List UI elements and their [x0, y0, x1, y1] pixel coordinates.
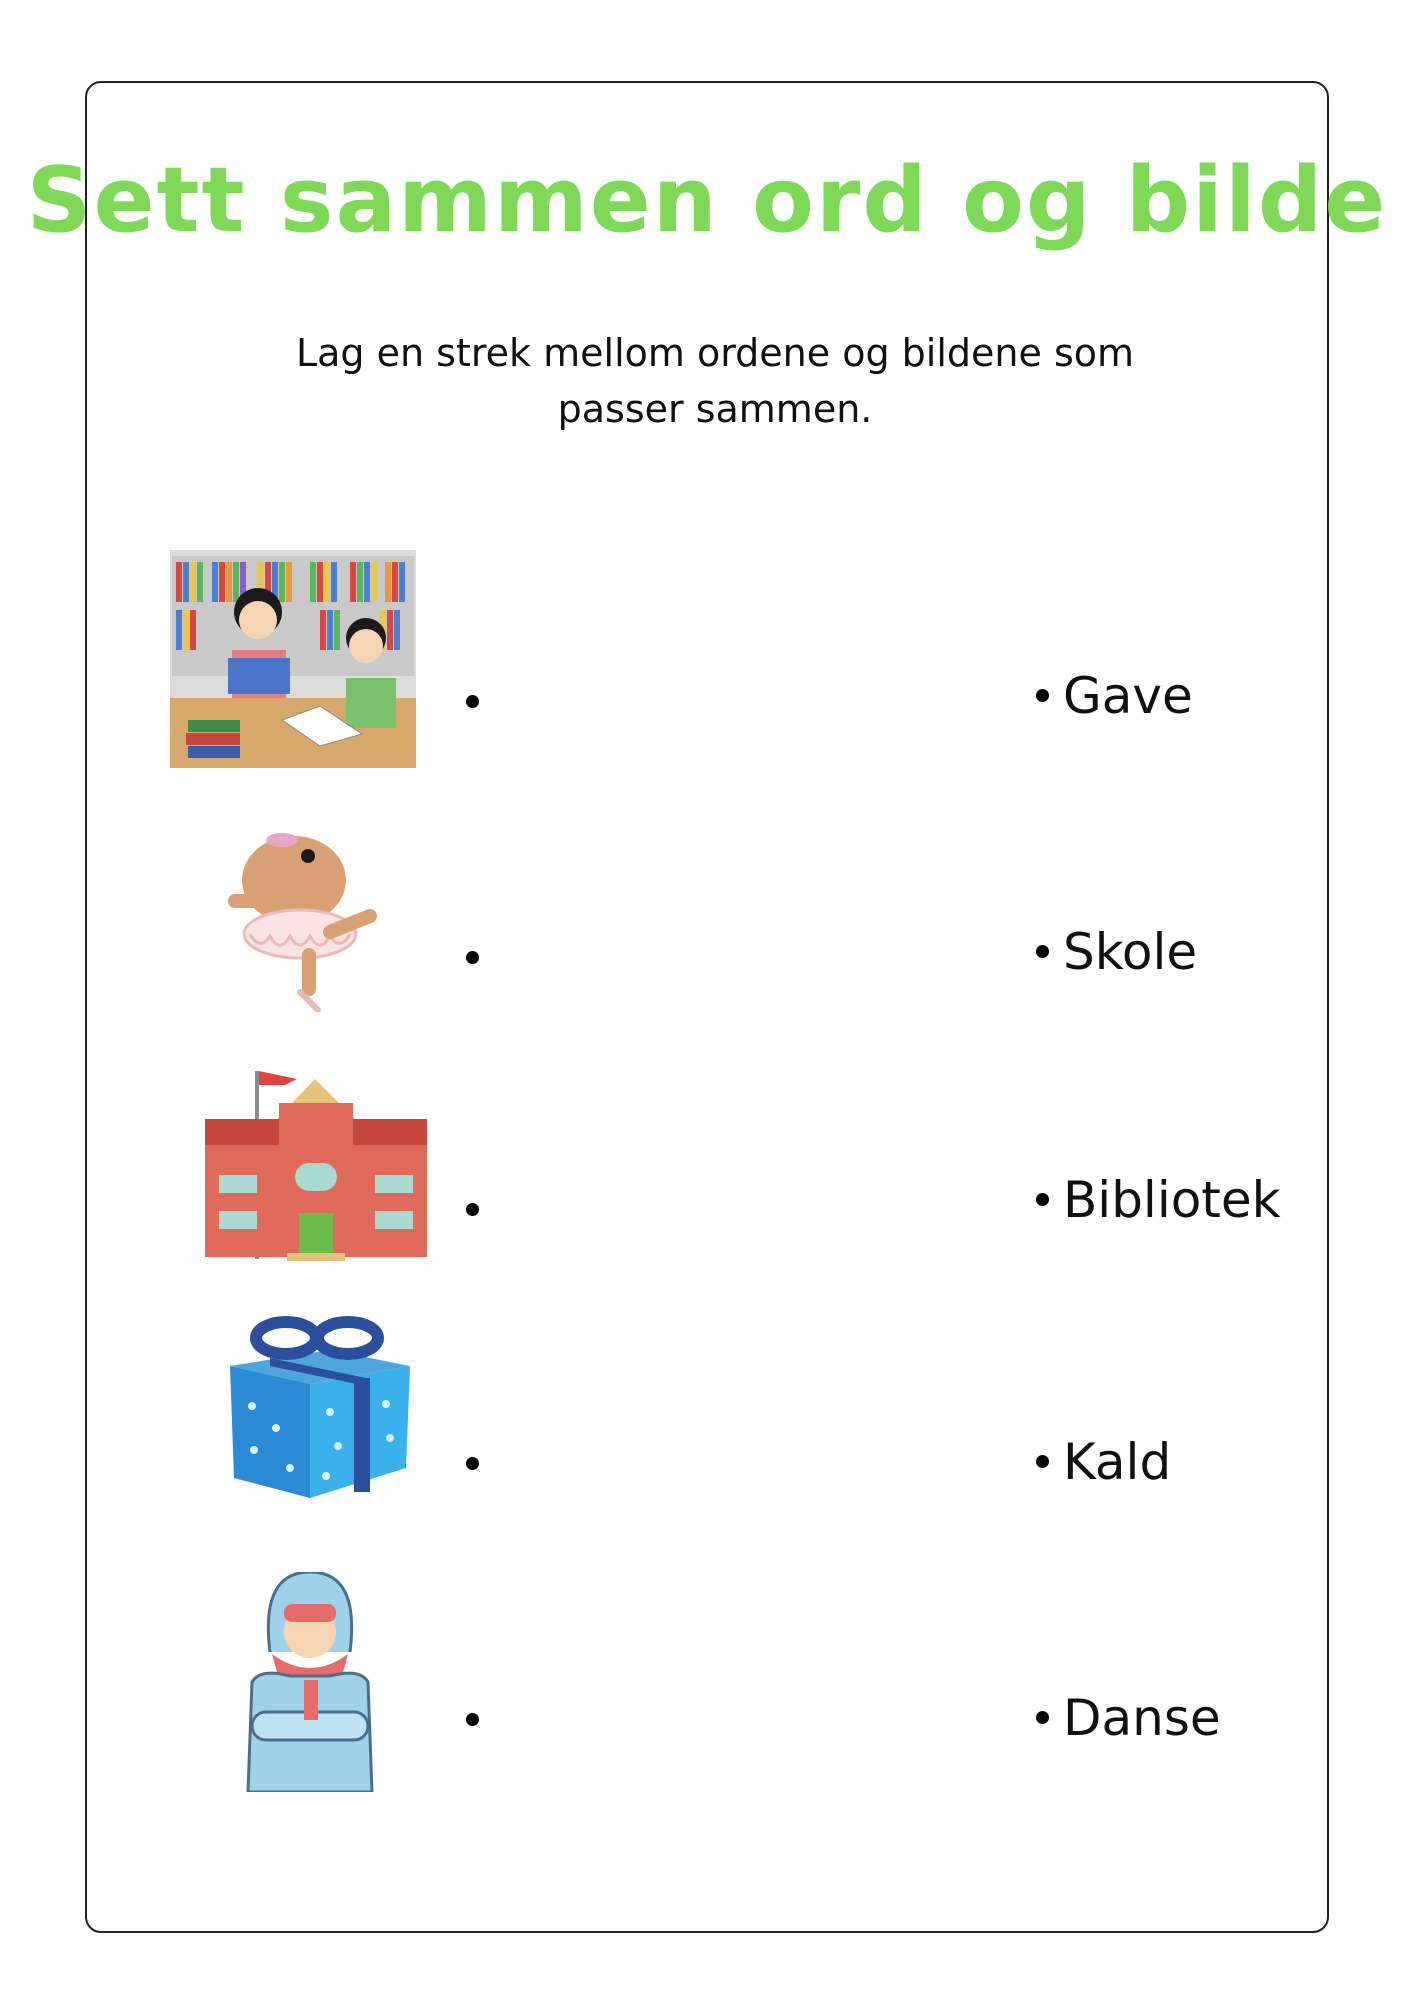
worksheet-instruction: Lag en strek mellom ordene og bildene som passer sammen. — [295, 331, 1135, 431]
word-option-skole[interactable] — [1036, 922, 1197, 982]
cold-person-icon — [230, 1572, 390, 1792]
word-label: Bibliotek — [1063, 1171, 1281, 1229]
picture-dot-4[interactable] — [466, 1457, 479, 1470]
word-label: Gave — [1063, 667, 1193, 725]
word-option-bibliotek[interactable] — [1036, 1170, 1281, 1230]
worksheet-title: Sett sammen ord og bilde — [26, 148, 1388, 253]
library-reading-icon — [170, 550, 416, 768]
word-dot[interactable] — [1036, 1711, 1049, 1724]
word-option-gave[interactable] — [1036, 666, 1193, 726]
gift-box-icon — [230, 1308, 410, 1498]
picture-dot-1[interactable] — [466, 695, 479, 708]
school-building-icon — [205, 1063, 427, 1263]
word-option-kald[interactable] — [1036, 1432, 1171, 1492]
word-label: Kald — [1063, 1433, 1172, 1491]
word-dot[interactable] — [1036, 945, 1049, 958]
picture-dot-3[interactable] — [466, 1203, 479, 1216]
word-label: Skole — [1063, 923, 1198, 981]
picture-dot-5[interactable] — [466, 1713, 479, 1726]
word-dot[interactable] — [1036, 1193, 1049, 1206]
word-dot[interactable] — [1036, 1455, 1049, 1468]
word-dot[interactable] — [1036, 689, 1049, 702]
word-label: Danse — [1063, 1689, 1221, 1747]
dancing-capybara-icon — [210, 822, 380, 1012]
word-option-danse[interactable] — [1036, 1688, 1221, 1748]
picture-dot-2[interactable] — [466, 951, 479, 964]
